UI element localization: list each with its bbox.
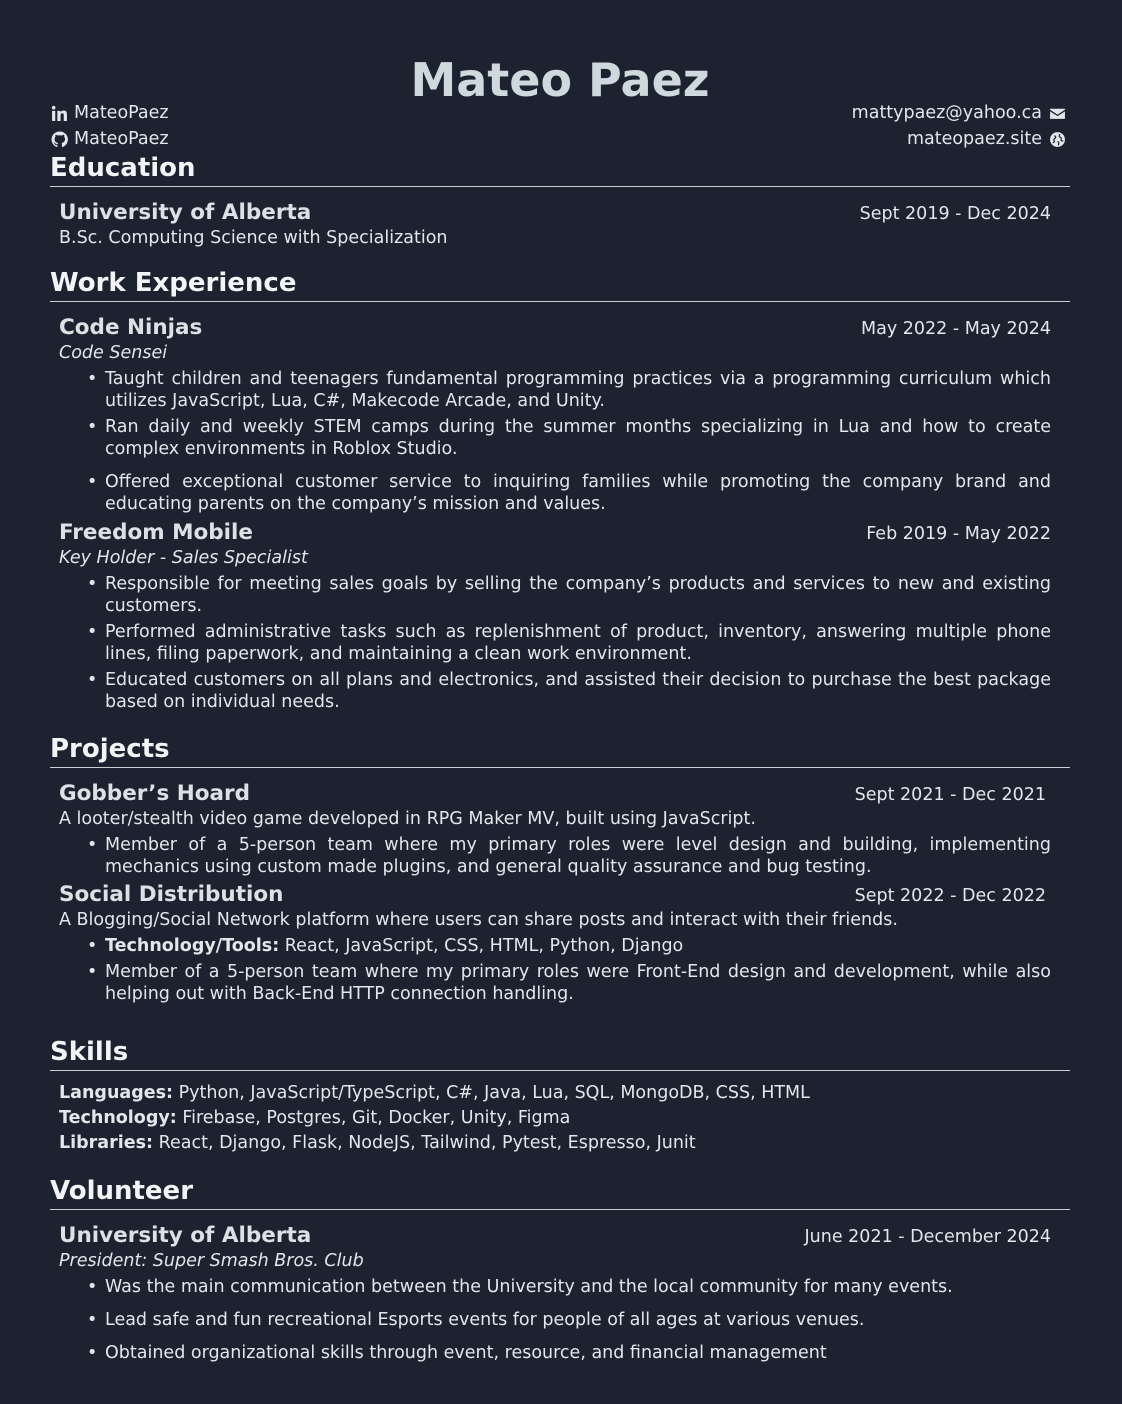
linkedin-handle: MateoPaez: [74, 103, 169, 123]
linkedin-icon: [50, 104, 68, 122]
entry-org: University of Alberta: [59, 1223, 312, 1248]
entry-org: University of Alberta: [59, 200, 312, 225]
work-section: [50, 267, 1070, 713]
entry-date: Sept 2019 - Dec 2024: [859, 204, 1051, 224]
tools-label: Technology/Tools:: [105, 936, 280, 956]
entry-date: May 2022 - May 2024: [861, 319, 1051, 339]
email-link[interactable]: [852, 100, 1066, 126]
tools-value: React, JavaScript, CSS, HTML, Python, Django: [284, 936, 684, 956]
education-entry: [59, 199, 1051, 249]
bullet: • Lead safe and fun recreational Esports events for people of all ages at various venues.: [87, 1309, 1051, 1331]
linkedin-link[interactable]: [50, 100, 169, 126]
entry-org: Code Ninjas: [59, 315, 203, 340]
github-handle: MateoPaez: [74, 129, 169, 149]
entry-role: Key Holder - Sales Specialist: [59, 548, 308, 568]
bullet: • Obtained organizational skills through event, resource, and financial management: [87, 1342, 1051, 1364]
skills-value: React, Django, Flask, NodeJS, Tailwind, Pytest, Espresso, Junit: [158, 1133, 696, 1153]
bullet: • Ran daily and weekly STEM camps during the summer months specializing in Lua and how to create complex environments in Roblox Studio.: [87, 416, 1051, 460]
bullet: • Taught children and teenagers fundamental programming practices via a programming curriculum which utilizes JavaScript, Lua, C#, Makecode Arcade, and Unity.: [87, 368, 1051, 412]
section-title: Skills: [50, 1036, 1070, 1071]
work-entry: [59, 314, 1051, 515]
entry-date: Feb 2019 - May 2022: [866, 524, 1051, 544]
skills-section: [50, 1036, 1070, 1156]
section-title: Education: [50, 152, 1070, 187]
skills-value: Python, JavaScript/TypeScript, C#, Java, Lua, SQL, MongoDB, CSS, HTML: [178, 1083, 810, 1103]
entry-org: Freedom Mobile: [59, 520, 254, 545]
bullet: • Responsible for meeting sales goals by selling the company’s products and services to new and existing customers.: [87, 573, 1051, 617]
skills-list: [59, 1081, 1070, 1156]
entry-desc: A looter/stealth video game developed in RPG Maker MV, built using JavaScript.: [59, 809, 756, 829]
entry-desc: A Blogging/Social Network platform where users can share posts and interact with their friends.: [59, 910, 898, 930]
email-address: mattypaez@yahoo.ca: [851, 103, 1042, 123]
project-entry: [59, 881, 1051, 1005]
bullet: • Educated customers on all plans and electronics, and assisted their decision to purchase the best package based on individual needs.: [87, 669, 1051, 713]
entry-project-name: Social Distribution: [59, 882, 284, 907]
section-title: Projects: [50, 733, 1070, 768]
section-title: Work Experience: [50, 267, 1070, 302]
website-url: mateopaez.site: [906, 129, 1042, 149]
website-link[interactable]: [852, 126, 1066, 152]
bullet-tools: [87, 935, 1051, 957]
project-entry: [59, 780, 1051, 878]
education-section: [50, 152, 1070, 249]
volunteer-section: [50, 1175, 1070, 1364]
skills-label: Languages:: [59, 1083, 174, 1103]
projects-section: [50, 733, 1070, 1005]
skills-value: Firebase, Postgres, Git, Docker, Unity, Figma: [182, 1108, 571, 1128]
entry-project-name: Gobber’s Hoard: [59, 781, 251, 806]
skills-label: Technology:: [59, 1108, 177, 1128]
skills-row: [59, 1081, 1070, 1106]
entry-role: President: Super Smash Bros. Club: [59, 1251, 364, 1271]
bullet: • Member of a 5-person team where my primary roles were Front-End design and development, while also helping out with Back-End HTTP connection handling.: [87, 961, 1051, 1005]
entry-date: June 2021 - December 2024: [804, 1227, 1051, 1247]
section-title: Volunteer: [50, 1175, 1070, 1210]
entry-date: Sept 2021 - Dec 2021: [854, 785, 1046, 805]
entry-role: Code Sensei: [59, 343, 168, 363]
github-link[interactable]: [50, 126, 169, 152]
bullet: • Performed administrative tasks such as replenishment of product, inventory, answering multiple phone lines, filing paperwork, and maintaining a clean work environment.: [87, 621, 1051, 665]
envelope-icon: [1048, 104, 1066, 122]
skills-row: [59, 1106, 1070, 1131]
resume-name: Mateo Paez: [410, 53, 710, 107]
entry-degree: B.Sc. Computing Science with Specialization: [59, 228, 448, 248]
entry-date: Sept 2022 - Dec 2022: [854, 886, 1046, 906]
skills-row: [59, 1131, 1070, 1156]
globe-icon: [1048, 130, 1066, 148]
skills-label: Libraries:: [59, 1133, 154, 1153]
work-entry: [59, 519, 1051, 713]
volunteer-entry: [59, 1222, 1051, 1364]
bullet: • Was the main communication between the University and the local community for many events.: [87, 1276, 1051, 1298]
bullet: • Member of a 5-person team where my primary roles were level design and building, implementing mechanics using custom made plugins, and general quality assurance and bug testing.: [87, 834, 1051, 878]
github-icon: [50, 130, 68, 148]
contact-right: [852, 100, 1066, 152]
contact-left: [50, 100, 169, 152]
bullet: • Offered exceptional customer service to inquiring families while promoting the company brand and educating parents on the company’s mission and values.: [87, 471, 1051, 515]
